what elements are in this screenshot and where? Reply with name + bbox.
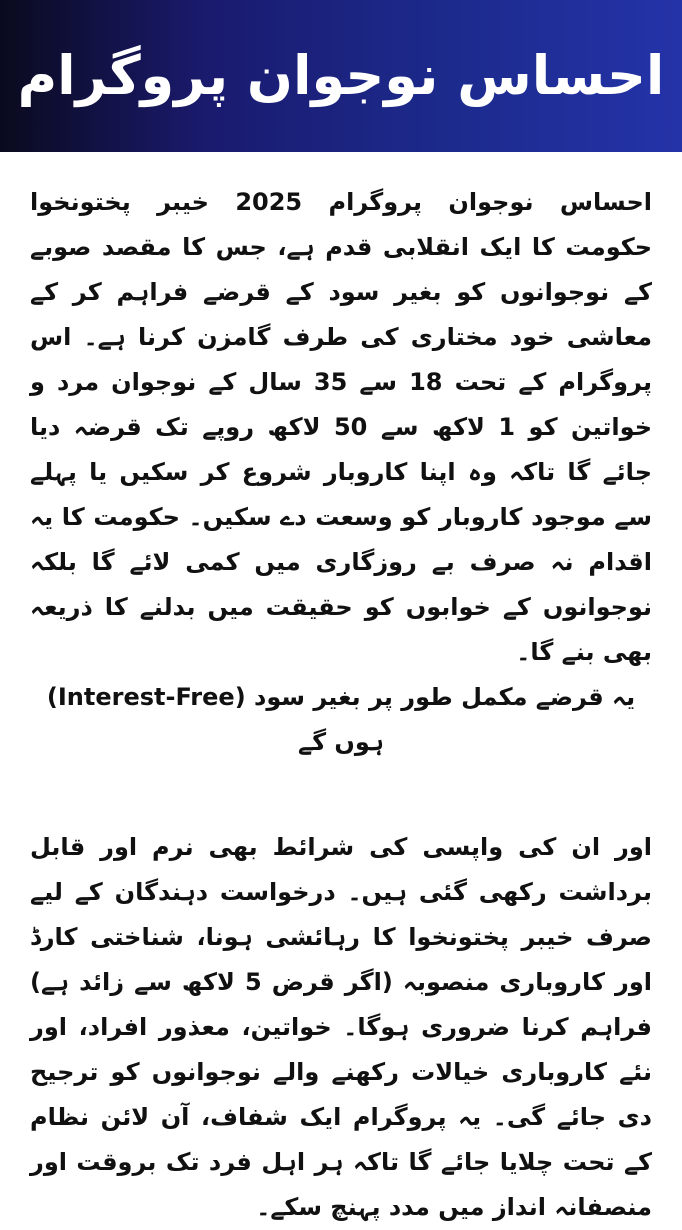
paragraph-gap [30,765,652,825]
page-title: احساس نوجوان پروگرام [17,44,665,107]
title-banner [0,0,682,152]
article-body [30,180,652,1221]
paragraph-interest-free: یہ قرضے مکمل طور پر بغیر سود (Interest-Free) ہوں گے [46,683,636,756]
paragraph-intro: احساس نوجوان پروگرام 2025 خیبر پختونخوا حکومت کا ایک انقلابی قدم ہے، جس کا مقصد صوبے کے نوجوانوں کو بغیر سود کے قرضے فراہم کر کے معاشی خود مختاری کی طرف گامزن کرنا ہے۔ اس پروگرام کے تحت 18 سے 35 سال کے نوجوان مرد و خواتین کو 1 لاکھ سے 50 لاکھ روپے تک قرضہ دیا جائے گا تاکہ وہ اپنا کاروبار شروع کر سکیں یا پہلے سے موجود کاروبار کو وسعت دے سکیں۔ حکومت کا یہ اقدام نہ صرف بے روزگاری میں کمی لائے گا بلکہ نوجوانوں کے خوابوں کو حقیقت میں بدلنے کا ذریعہ بھی بنے گا۔ [30,188,652,666]
paragraph-conditions: اور ان کی واپسی کی شرائط بھی نرم اور قابل برداشت رکھی گئی ہیں۔ درخواست دہندگان کے لیے صرف خیبر پختونخوا کا رہائشی ہونا، شناختی کارڈ اور کاروباری منصوبہ (اگر قرض 5 لاکھ سے زائد ہے) فراہم کرنا ضروری ہوگا۔ خواتین، معذور افراد، اور نئے کاروباری خیالات رکھنے والے نوجوانوں کو ترجیح دی جائے گی۔ یہ پروگرام ایک شفاف، آن لائن نظام کے تحت چلایا جائے گا تاکہ ہر اہل فرد تک بروقت اور منصفانہ انداز میں مدد پہنچ سکے۔ [30,833,652,1221]
